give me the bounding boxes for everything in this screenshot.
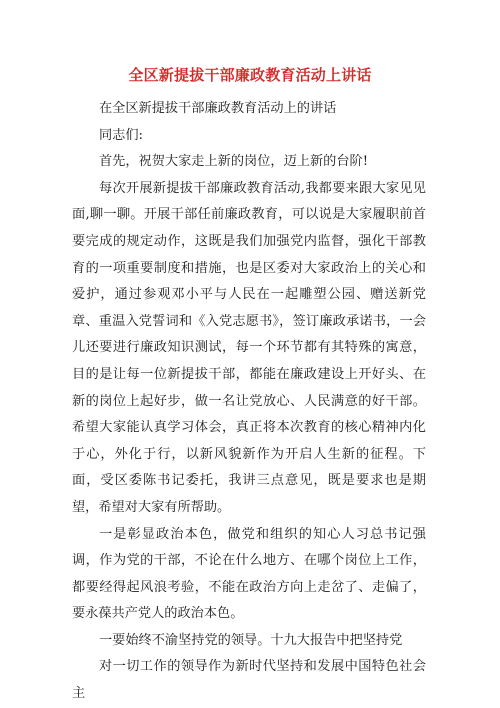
document-body xyxy=(72,96,426,708)
paragraph-intro: 每次开展新提拔干部廉政教育活动,我都要来跟大家见见面,聊一聊。开展干部任前廉政教育，可以说是大家履职前首要完成的规定动作，这既是我们加强党内监督，强化干部教育的一项重要制度和措施，也是区委对大家政治上的关心和爱护，通过参观邓小平与人民在一起雕塑公园、赠送新党章、重温入党誓词和《入党志愿书》，签订廉政承诺书，一会儿还要进行廉政知识测试，每一个环节都有其特殊的寓意，目的是让每一位新提拔干部，都能在廉政建设上开好头、在新的岗位上起好步，做一名让党放心、人民满意的好干部。希望大家能认真学习体会，真正将本次教育的核心精神内化于心，外化于行，以新风貌新作为开启人生新的征程。下面，受区委陈书记委托，我讲三点意见，既是要求也是期望，希望对大家有所帮助。 xyxy=(72,180,426,515)
paragraph-congratulation: 首先，祝贺大家走上新的岗位，迈上新的台阶! xyxy=(99,154,369,170)
paragraph-salutation: 同志们: xyxy=(99,127,144,143)
document-title: 全区新提拔干部廉政教育活动上讲话 xyxy=(128,66,372,84)
paragraph-continuation: 对一切工作的领导作为新时代坚持和发展中国特色社会主 xyxy=(72,659,426,702)
paragraph-subtitle: 在全区新提拔干部廉政教育活动上的讲话 xyxy=(99,101,337,116)
paragraph-party-leadership: 一要始终不渝坚持党的领导。十九大报告中把坚持党 xyxy=(99,632,403,648)
paragraph-point-one: 一是彰显政治本色，做党和组织的知心人习总书记强调，作为党的干部，不论在什么地方、在哪个岗位上工作，都要经得起风浪考验，不能在政治方向上走岔了、走偏了，要永葆共产党人的政治本色。 xyxy=(72,526,426,622)
